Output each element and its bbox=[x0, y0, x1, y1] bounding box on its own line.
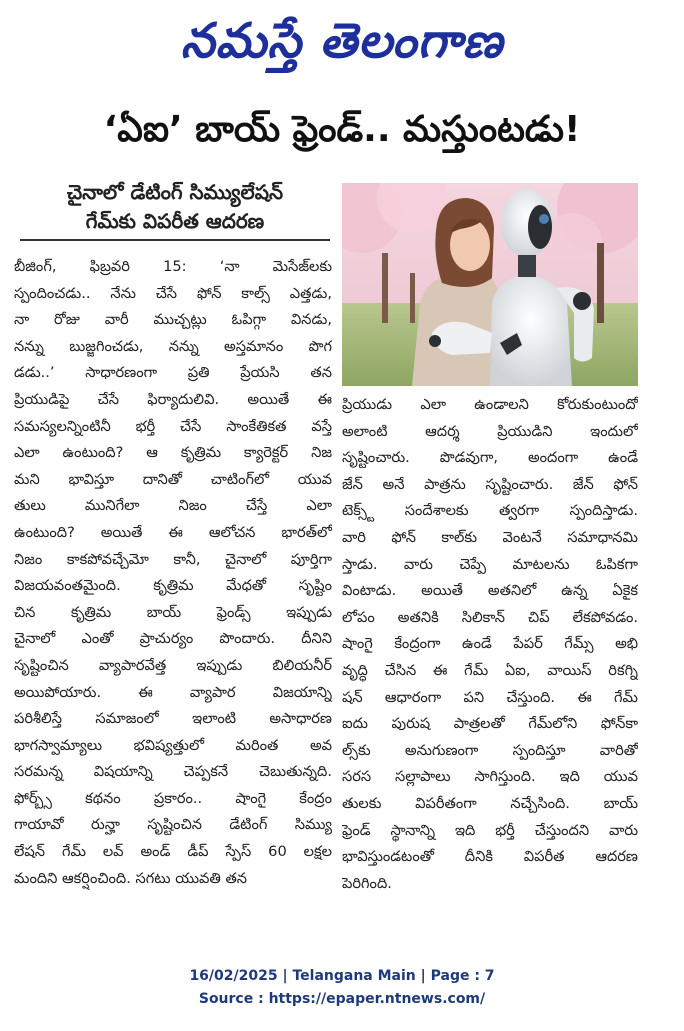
article-text-line: సరమన్న విషయాన్ని చెప్పకనే చెబుతున్నది. bbox=[14, 763, 332, 781]
article-text-line: భాగస్వామ్యాలు భవిష్యత్తులో మరింత అవ bbox=[14, 736, 332, 754]
article-text-line: నిజం కాకపోవచ్చేమో కానీ, చైనాలో పూర్తిగా bbox=[14, 550, 332, 568]
article-text-line: నా రోజు వారీ ముచ్చట్లు ఓపిగ్గా వినడు, bbox=[14, 311, 332, 329]
article-text-line: నన్ను బుజ్జగించడు, నన్ను అస్తమానం పొగ bbox=[14, 337, 332, 355]
article-text-line: ఫోర్బ్స్‌ కథనం ప్రకారం.. షాంగై కేంద్రం bbox=[14, 789, 332, 807]
article-text-line: ఎలా ఉంటుంది? ఆ కృత్రిమ క్యారెక్టర్‌ నిజ bbox=[14, 444, 332, 462]
article-text-line: చైనాలో ఎంతో ప్రాచుర్యం పొందారు. దీనిని bbox=[14, 630, 332, 648]
subhead-divider bbox=[20, 239, 330, 241]
article-text-line: షన్‌ ఆధారంగా పని చేస్తుంది. ఈ గేమ్‌ bbox=[342, 688, 638, 706]
article-text-line: మందిని ఆకర్షించింది. సగటు యువతి తన bbox=[14, 869, 248, 887]
footer-date-edition-page: 16/02/2025 | Telangana Main | Page : 7 bbox=[189, 968, 495, 984]
article-text-line: గాయావో రున్హా సృష్టించిన డేటింగ్‌ సిమ్యు bbox=[14, 816, 332, 834]
masthead-title: నమస్తే తెలంగాణ bbox=[180, 13, 504, 69]
article-text-line: స్తాడు. వారు చెప్పే మాటలను ఓపికగా bbox=[342, 555, 638, 573]
article-text-line: ల్స్‌కు అనుగుణంగా స్పందిస్తూ వారితో bbox=[342, 741, 638, 759]
article-photo bbox=[342, 183, 638, 386]
article-text-line: విజయవంతమైంది. కృత్రిమ మేధతో సృష్టిం bbox=[14, 577, 332, 595]
subhead-line: చైనాలో డేటింగ్‌ సిమ్యులేషన్‌ bbox=[66, 180, 284, 204]
footer-source: Source : https://epaper.ntnews.com/ bbox=[198, 991, 486, 1007]
article-text-line: ఫ్రెండ్‌ స్థానాన్ని ఇది భర్తీ చేస్తుందని వారు bbox=[342, 821, 638, 839]
article-text-line: మని భావిస్తూ దానితో చాటింగ్‌లో యువ bbox=[14, 470, 332, 488]
article-text-line: బీజింగ్‌, ఫిబ్రవరి 15: ‘నా మెసేజ్‌లకు bbox=[14, 258, 332, 275]
article-subhead bbox=[14, 178, 336, 236]
article-text-line: లోపం అతనికి సిలికాన్‌ చిప్‌ లేకపోవడం. bbox=[342, 608, 638, 626]
article-text-line: ప్రియుడు ఎలా ఉండాలని కోరుకుంటుందో bbox=[342, 396, 638, 413]
subhead-line: గేమ్‌కు విపరీత ఆదరణ bbox=[85, 209, 265, 233]
article-headline: ‘ఏఐ’ బాయ్‌ ఫ్రెండ్‌.. మస్తుంటడు! bbox=[103, 109, 581, 150]
article-text-line: స్పందించడు.. నేను చేసే ఫోన్‌ కాల్స్‌ ఎత్తడు, bbox=[14, 284, 332, 302]
article-left-column bbox=[14, 254, 332, 892]
article-text-line: ప్రియుడిపై చేసే ఫిర్యాదులివి. అయితే ఈ bbox=[14, 390, 332, 408]
article-text-line: వింటాడు. అయితే అతనిలో ఉన్న ఏకైక bbox=[342, 582, 638, 600]
article-text-line: ఉంటుంది? అయితే ఈ ఆలోచన భారత్‌లో bbox=[14, 523, 332, 541]
article-text-line: సృష్టించిన వ్యాపారవేత్త ఇప్పుడు బిలియనీర్‌ bbox=[14, 656, 332, 674]
article-text-line: అయిపోయారు. ఈ వ్యాపార విజయాన్ని bbox=[14, 683, 332, 701]
article-text-line: సృష్టించారు. పొడవుగా, అందంగా ఉండే bbox=[342, 449, 638, 467]
woman-robot-embrace-image bbox=[342, 183, 638, 386]
newspaper-masthead bbox=[0, 6, 684, 76]
article-text-line: చిన కృత్రిమ బాయ్‌ ఫ్రెండ్స్‌ ఇప్పుడు bbox=[14, 603, 332, 621]
article-right-column bbox=[342, 392, 638, 897]
article-text-line: సమస్యలన్నింటినీ భర్తీ చేసే సాంకేతికత వస్తే bbox=[14, 417, 332, 435]
article-text-line: షాంగై కేంద్రంగా ఉండే పేపర్‌ గేమ్స్‌ అభి bbox=[342, 635, 638, 653]
article-text-line: వృద్ధి చేసిన ఈ గేమ్‌ ఏఐ, వాయిస్‌ రికగ్ని bbox=[342, 661, 638, 679]
article-text-line: అలాంటి ఆదర్శ ప్రియుడిని ఇందులో bbox=[342, 422, 638, 440]
article-text-line: వారి ఫోన్‌ కాల్‌కు వెంటనే సమాధానమి bbox=[342, 528, 638, 546]
article-text-line: తులు మునిగేలా నిజం చేస్తే ఎలా bbox=[14, 497, 332, 515]
article-text-line: టెక్స్ట్‌ సందేశాలకు త్వరగా స్పందిస్తాడు. bbox=[342, 502, 638, 520]
article-text-line: డడు..’ సాధారణంగా ప్రతి ప్రేయసి తన bbox=[14, 364, 332, 382]
article-text-line: లేషన్‌ గేమ్‌ లవ్‌ అండ్‌ డీప్‌ స్పేస్‌ 60 లక్షల bbox=[14, 843, 332, 861]
article-text-line: పెరిగింది. bbox=[342, 874, 392, 892]
article-text-line: జేన్‌ అనే పాత్రను సృష్టించారు. జేన్‌ ఫోన్‌ bbox=[342, 475, 638, 493]
article-text-line: భావిస్తుండటంతో దీనికి విపరీత ఆదరణ bbox=[342, 848, 638, 866]
article-text-line: ఐదు పురుష పాత్రలతో గేమ్‌లోని ఫోన్‌కా bbox=[342, 715, 638, 733]
article-text-line: పరిశీలిస్తే సమాజంలో ఇలాంటి అసాధారణ bbox=[14, 710, 332, 728]
article-text-line: తులకు విపరీతంగా నచ్చేసింది. బాయ్‌ bbox=[342, 794, 638, 812]
article-text-line: సరస సల్లాపాలు సాగిస్తుంది. ఇది యువ bbox=[342, 768, 638, 786]
